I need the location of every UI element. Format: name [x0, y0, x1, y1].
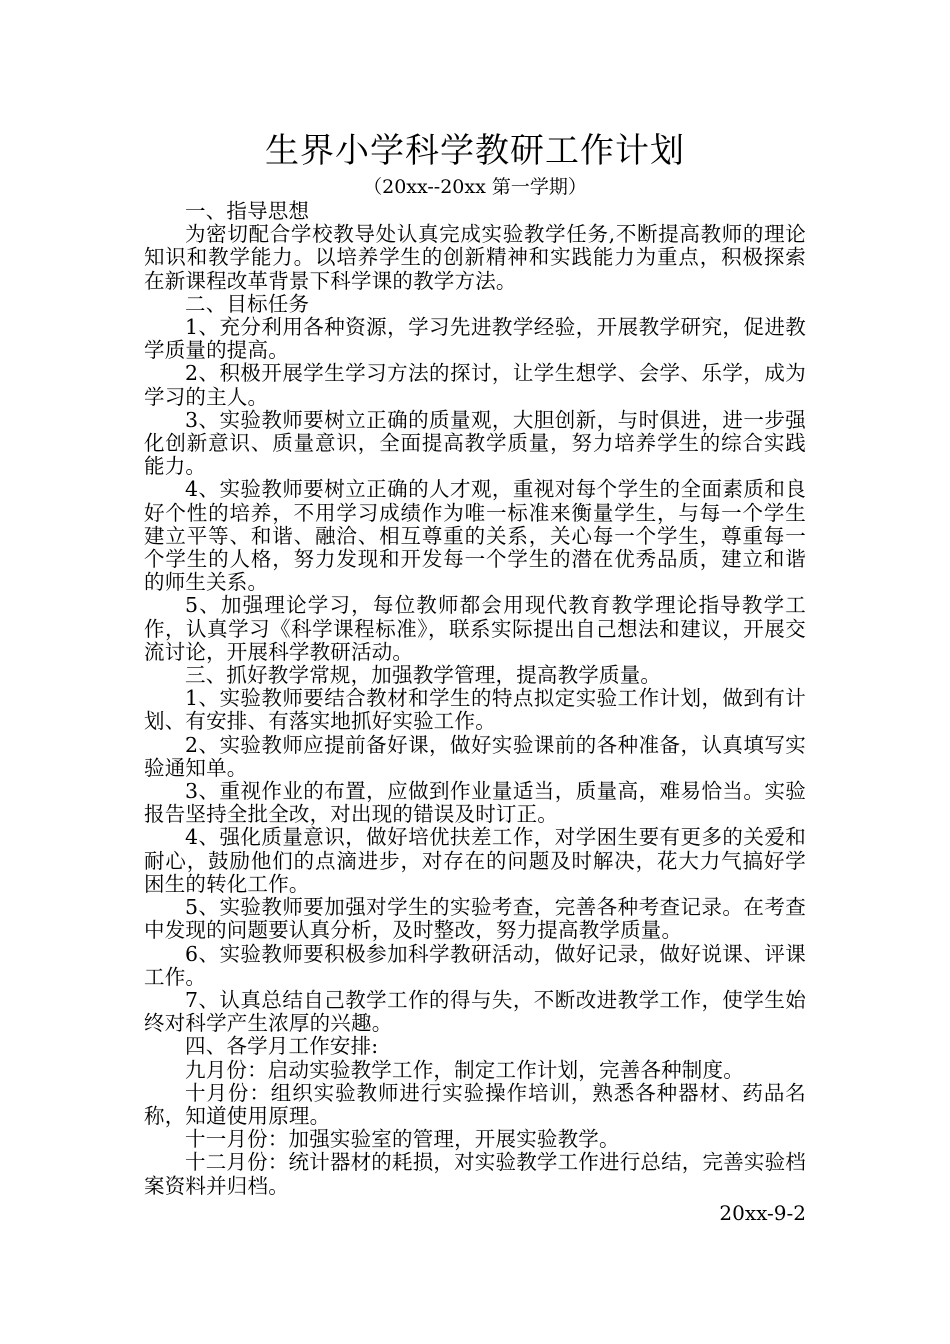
list-item: 6、实验教师要积极参加科学教研活动，做好记录，做好说课、评课工作。 [144, 941, 806, 989]
schedule-item: 十一月份：加强实验室的管理，开展实验教学。 [185, 1127, 620, 1152]
list-item: 3、实验教师要树立正确的质量观，大胆创新，与时俱进，进一步强化创新意识、质量意识，全面提高教学质量，努力培养学生的综合实践能力。 [144, 407, 806, 479]
schedule-item: 十二月份：统计器材的耗损，对实验教学工作进行总结，完善实验档案资料并归档。 [144, 1150, 806, 1198]
document-subtitle: （20xx--20xx 第一学期） [363, 176, 587, 198]
paragraph: 为密切配合学校教导处认真完成实验教学任务,不断提高教师的理论知识和教学能力。以培养学生的创新精神和实践能力为重点，积极探索在新课程改革背景下科学课的教学方法。 [144, 222, 806, 293]
list-item: 2、积极开展学生学习方法的探讨，让学生想学、会学、乐学，成为学习的主人。 [144, 361, 806, 409]
list-item: 7、认真总结自己教学工作的得与失，不断改进教学工作，使学生始终对科学产生浓厚的兴趣。 [144, 987, 806, 1036]
section-heading: 一、指导思想 [185, 199, 310, 223]
list-item: 3、重视作业的布置，应做到作业量适当，质量高，难易恰当。实验报告坚持全批全改，对出现的错误及时订正。 [144, 779, 806, 827]
document-date: 20xx-9-2 [719, 1200, 806, 1225]
section-heading: 二、目标任务 [185, 291, 310, 316]
schedule-item: 九月份：启动实验教学工作，制定工作计划，完善各种制度。 [185, 1057, 744, 1082]
schedule-item: 十月份：组织实验教师进行实验操作培训，熟悉各种器材、药品名称，知道使用原理。 [144, 1080, 806, 1128]
list-item: 4、实验教师要树立正确的人才观，重视对每个学生的全面素质和良好个性的培养，不用学习成绩作为唯一标准来衡量学生，与每一个学生建立平等、和谐、融洽、相互尊重的关系，关心每一个学生，尊重每一个学生的人格，努力发现和开发每一个学生的潜在优秀品质，建立和谐的师生关系。 [144, 477, 806, 595]
section-heading: 四、各学月工作安排: [185, 1034, 379, 1059]
list-item: 4、强化质量意识，做好培优扶差工作，对学困生要有更多的关爱和耐心，鼓励他们的点滴进步，对存在的问题及时解决，花大力气搞好学困生的转化工作。 [144, 825, 806, 896]
list-item: 2、实验教师应提前备好课，做好实验课前的各种准备，认真填写实验通知单。 [144, 732, 806, 780]
list-item: 5、加强理论学习，每位教师都会用现代教育教学理论指导教学工作，认真学习《科学课程标准》，联系实际提出自己想法和建议，开展交流讨论，开展科学教研活动。 [144, 593, 806, 664]
list-item: 5、实验教师要加强对学生的实验考查，完善各种考查记录。在考查中发现的问题要认真分析，及时整改，努力提高教学质量。 [144, 895, 806, 943]
document-body [144, 200, 806, 1198]
document-page [144, 128, 806, 1228]
document-title: 生界小学科学教研工作计划 [265, 131, 685, 171]
list-item: 1、充分利用各种资源，学习先进教学经验，开展教学研究，促进教学质量的提高。 [144, 315, 806, 363]
section-heading: 三、抓好教学常规，加强教学管理，提高教学质量。 [185, 663, 662, 688]
list-item: 1、实验教师要结合教材和学生的特点拟定实验工作计划，做到有计划、有安排、有落实地抓好实验工作。 [144, 686, 806, 734]
